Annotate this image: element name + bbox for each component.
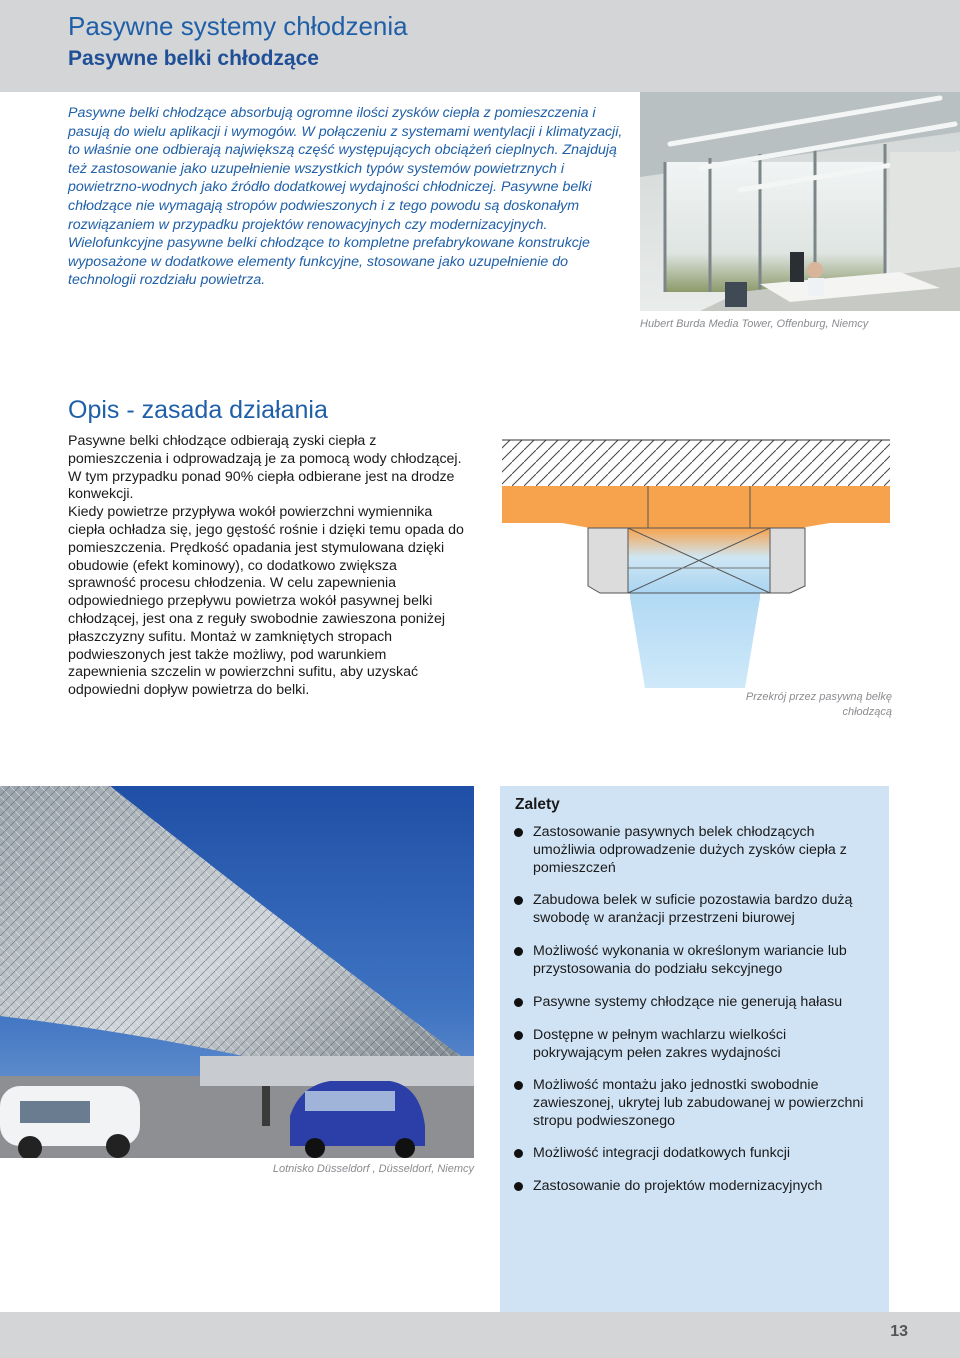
advantages-box (500, 786, 889, 1312)
airport-photo (0, 786, 474, 1158)
advantage-item: Możliwość integracji dodatkowych funkcji (533, 1145, 878, 1163)
description-paragraph: Pasywne belki chłodzące odbierają zyski ciepła z pomieszczenia i odprowadzają je za pomocą wody chłodzącej. W tym przypadku ponad 90% ciepła odbierane jest na drodze konwekcji. Kiedy powietrze przypływa wokół powierzchni wymiennika ciepła ochładza się, jego gęstość rośnie i dzięki temu opada do pomieszczenia. Prędkość opadania jest stymulowana dzięki obudowie (efekt kominowy), co dodatkowo zwiększa sprawność procesu chłodzenia. W celu zapewnienia odpowiedniego przepływu powietrza wokół pasywnej belki chłodzącej, jest ona z reguły swobodnie zawieszona poniżej płaszczyzny sufitu. Montaż w zamkniętych stropach podwieszonych jest także możliwy, pod warunkiem zapewnienia szczelin w powierzchni sufitu, aby uzyskać odpowiedni dopływ powietrza do belki. (68, 433, 464, 699)
section-title: Opis - zasada działania (68, 396, 328, 424)
airport-photo-caption: Lotnisko Düsseldorf , Düsseldorf, Niemcy (272, 1163, 474, 1175)
ceiling-slab (502, 440, 890, 486)
warm-air-zone (502, 486, 890, 528)
office-photo-caption: Hubert Burda Media Tower, Offenburg, Niemcy (640, 318, 869, 330)
advantage-item: Pasywne systemy chłodzące nie generują hałasu (533, 994, 878, 1012)
cooling-beam-cross-section-diagram (500, 438, 892, 688)
advantage-item: Dostępne w pełnym wachlarzu wielkości pokrywającym pełen zakres wydajności (533, 1027, 878, 1063)
header-band (0, 0, 960, 92)
footer-band (0, 1312, 960, 1358)
airport-photo-illustration (0, 786, 474, 1158)
office-photo-illustration (640, 92, 960, 311)
advantage-item: Zastosowanie pasywnych belek chłodzących umożliwia odprowadzenie dużych zysków ciepła z pomieszczeń (533, 824, 878, 877)
advantages-title: Zalety (515, 796, 560, 813)
office-photo (640, 92, 960, 311)
advantage-item: Możliwość wykonania w określonym wariancie lub przystosowania do podziału sekcyjnego (533, 943, 878, 979)
diagram-caption: Przekrój przez pasywną belkę chłodzącą (745, 691, 892, 718)
page-title: Pasywne systemy chłodzenia (68, 11, 408, 41)
advantage-item: Zastosowanie do projektów modernizacyjnych (533, 1178, 878, 1196)
advantage-item: Możliwość montażu jako jednostki swobodnie zawieszonej, ukrytej lub zabudowanej w powierzchni stropu podwieszonego (533, 1077, 878, 1130)
intro-paragraph: Pasywne belki chłodzące absorbują ogromne ilości zysków ciepła z pomieszczenia i pasują do wielu aplikacji i wymogów. W połączeniu z systemami wentylacji i klimatyzacji, to właśnie one odbierają największą część występujących obciążeń cieplnych. Znajdują też zastosowanie jako uzupełnienie wszystkich typów systemów powietrznych i powietrzno-wodnych jako źródło dodatkowej wydajności chłodniczej. Pasywne belki chłodzące nie wymagają stropów podwieszonych i z tego powodu są doskonałym rozwiązaniem w przypadku projektów renowacyjnych czy modernizacyjnych. Wielofunkcyjne pasywne belki chłodzące to kompletne prefabrykowane konstrukcje wyposażone w dodatkowe elementy funkcyjne, stosowane jako uzupełnienie do technologii rozdziału powietrza. (68, 105, 623, 289)
page-number: 13 (890, 1323, 908, 1340)
advantage-item: Zabudowa belek w suficie pozostawia bardzo dużą swobodę w aranżacji przestrzeni biurowej (533, 892, 878, 928)
page-subtitle: Pasywne belki chłodzące (68, 47, 319, 70)
